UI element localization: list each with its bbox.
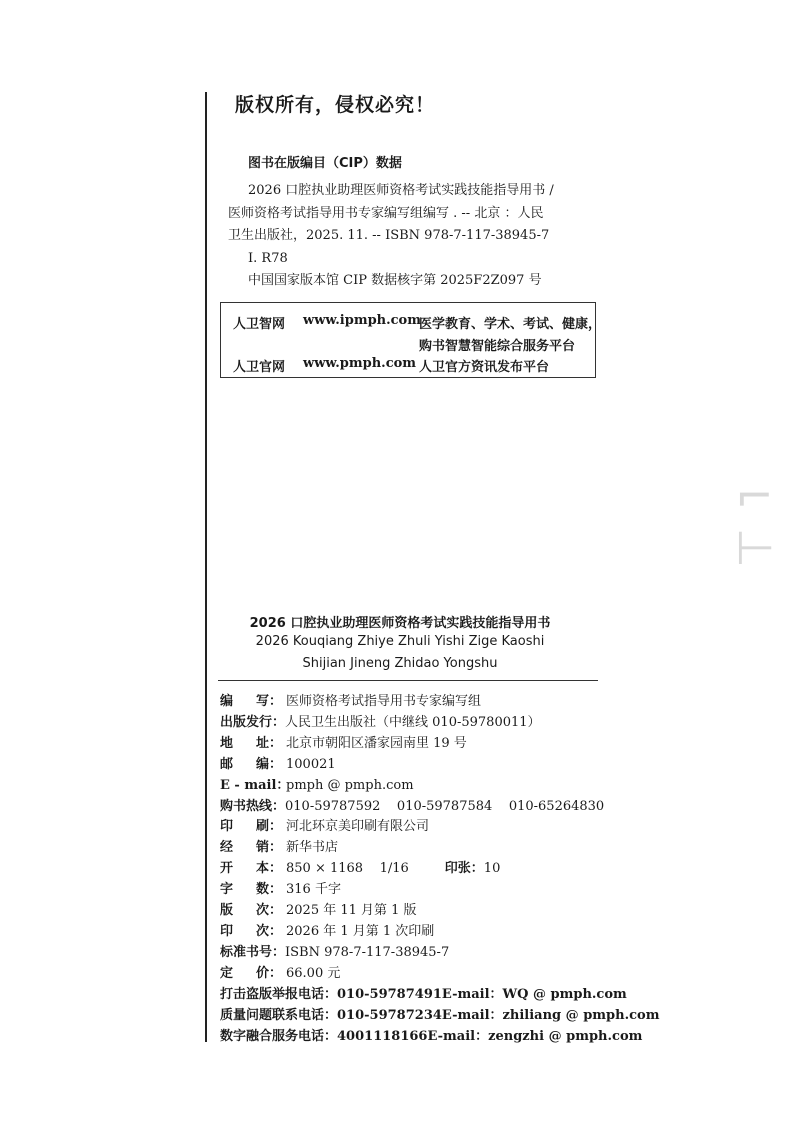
cip-record (228, 180, 598, 293)
detail-label: 印张： (444, 861, 484, 877)
detail-label: 印 刷： (220, 819, 282, 835)
detail-row-distributor (220, 838, 610, 859)
detail-value: 100021 (286, 756, 336, 772)
cip-heading: 图书在版编目（CIP）数据 (248, 156, 402, 171)
contact-email-label: E-mail： (441, 1007, 503, 1023)
detail-row-address (220, 734, 610, 755)
detail-label: 编 写： (220, 694, 282, 709)
contact-label: 数字融合服务电话： (220, 1028, 338, 1044)
contact-block (220, 985, 660, 1048)
detail-value: 66.00 元 (286, 965, 341, 981)
contact-label: 质量问题联系电话： (220, 1007, 338, 1023)
detail-row-email (220, 776, 610, 797)
detail-row-printing (220, 922, 610, 943)
detail-row-price (220, 964, 610, 985)
platform-description: 人卫官方资讯发布平台 (419, 360, 550, 375)
detail-label: E - mail： (220, 777, 290, 793)
detail-value: 医师资格考试指导用书专家编写组 (286, 694, 482, 709)
detail-row-words (220, 880, 610, 901)
cip-line: 2026 口腔执业助理医师资格考试实践技能指导用书 / (248, 183, 554, 198)
detail-label: 字 数： (220, 882, 282, 898)
detail-label: 购书热线： (220, 798, 286, 814)
platform-url[interactable]: www.ipmph.com (303, 313, 421, 328)
detail-value[interactable]: pmph @ pmph.com (286, 777, 414, 793)
detail-row-publisher (220, 713, 610, 734)
detail-value: 北京市朝阳区潘家园南里 19 号 (286, 735, 467, 751)
contact-row-quality (220, 1006, 660, 1027)
detail-value: 2026 年 1 月第 1 次印刷 (286, 923, 435, 939)
contact-email[interactable]: zengzhi @ pmph.com (488, 1028, 643, 1044)
detail-value: 10 (483, 861, 501, 877)
contact-row-digital (220, 1027, 643, 1048)
copyright-notice: 版权所有，侵权必究！ (235, 94, 436, 116)
detail-label: 地 址： (220, 735, 282, 751)
detail-label: 印 次： (220, 923, 282, 939)
detail-value: 新华书店 (286, 840, 339, 856)
cip-line: 中国国家版本馆 CIP 数据核字第 2025F2Z097 号 (248, 273, 542, 288)
book-title-pinyin: 2026 Kouqiang Zhiye Zhuli Yishi Zige Kaoshi (255, 634, 545, 649)
detail-row-format (220, 859, 610, 880)
platform-description: 医学教育、学术、考试、健康， (419, 317, 602, 332)
left-margin-rule (205, 92, 207, 1042)
contact-phone: 4001118166 (337, 1028, 428, 1044)
title-divider (218, 680, 598, 681)
detail-row-edition (220, 901, 610, 922)
contact-email-label: E-mail： (441, 986, 503, 1002)
detail-row-printer (220, 817, 610, 838)
book-title-pinyin: Shijian Jineng Zhidao Yongshu (302, 656, 498, 671)
detail-value: 河北环京美印刷有限公司 (286, 819, 430, 835)
detail-label: 开 本： (220, 861, 282, 877)
platform-url[interactable]: www.pmph.com (303, 356, 417, 371)
cip-line: 卫生出版社，2025. 11. -- ISBN 978-7-117-38945-7 (228, 228, 550, 243)
detail-row-isbn (220, 943, 610, 964)
bleed-through-mark: ⌐ ⊢ (735, 470, 776, 575)
detail-row-postcode (220, 755, 610, 776)
detail-value: 2025 年 11 月第 1 版 (286, 903, 417, 919)
platform-name: 人卫官网 (233, 360, 286, 375)
contact-phone: 010-59787491 (337, 986, 442, 1002)
contact-email[interactable]: zhiliang @ pmph.com (502, 1007, 660, 1023)
detail-value: ISBN 978-7-117-38945-7 (285, 944, 450, 960)
platform-name: 人卫智网 (233, 317, 286, 332)
detail-label: 经 销： (220, 840, 282, 856)
contact-phone: 010-59787234 (337, 1007, 442, 1023)
detail-value: 010-59787592 010-59787584 010-65264830 (285, 798, 605, 814)
detail-value: 人民卫生出版社（中继线 010-59780011） (285, 714, 541, 730)
platform-description: 购书智慧智能综合服务平台 (419, 339, 576, 354)
platform-info-box (220, 302, 602, 378)
detail-label: 定 价： (220, 965, 282, 981)
detail-label: 版 次： (220, 903, 282, 919)
detail-label: 标准书号： (220, 944, 286, 960)
contact-row-piracy (220, 985, 627, 1006)
book-title-chinese: 2026 口腔执业助理医师资格考试实践技能指导用书 (249, 616, 551, 631)
contact-email-label: E-mail： (427, 1028, 489, 1044)
detail-value: 850 × 1168 1/16 (286, 861, 409, 877)
detail-label: 邮 编： (220, 756, 282, 772)
detail-value: 316 千字 (286, 882, 341, 898)
detail-row-hotline (220, 797, 610, 818)
detail-label: 出版发行： (220, 714, 286, 730)
publication-details (220, 692, 660, 1047)
cip-line: 医师资格考试指导用书专家编写组编写 . -- 北京 ：人民 (228, 205, 544, 221)
contact-email[interactable]: WQ @ pmph.com (502, 986, 627, 1002)
detail-row-editor (220, 692, 610, 713)
cip-line: Ⅰ. R78 (248, 250, 288, 266)
contact-label: 打击盗版举报电话： (220, 986, 338, 1002)
